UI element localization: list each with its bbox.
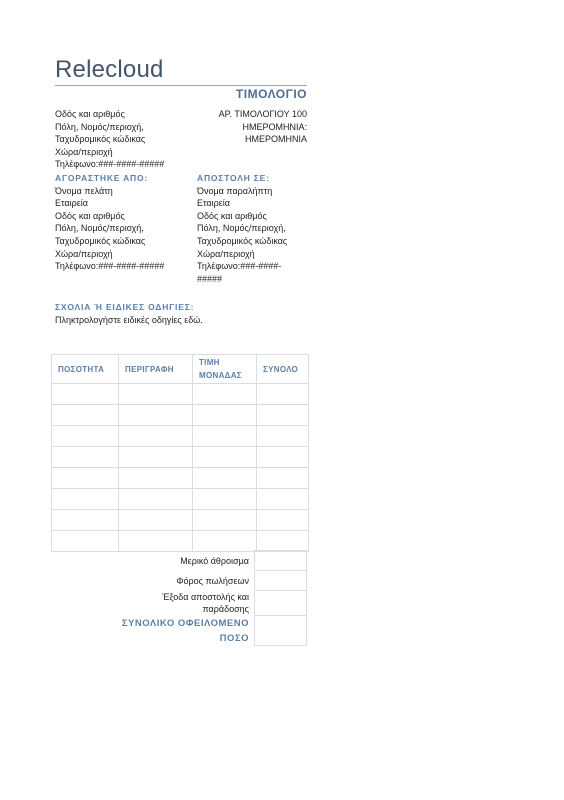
total-due-label-line2: ΠΟΣΟ	[219, 632, 249, 644]
ship-to-country: Χώρα/περιοχή	[197, 248, 255, 259]
sender-address	[55, 108, 164, 171]
shipping-value[interactable]	[255, 591, 307, 616]
cell-unit-price[interactable]	[193, 384, 257, 405]
line-items-table	[51, 354, 309, 552]
total-due-value[interactable]	[255, 616, 307, 646]
cell-quantity[interactable]	[52, 489, 119, 510]
cell-total[interactable]	[257, 426, 309, 447]
total-due-row	[51, 616, 307, 646]
sender-street: Οδός και αριθμός	[55, 109, 125, 119]
sender-country: Χώρα/περιοχή	[55, 146, 113, 157]
cell-unit-price[interactable]	[193, 510, 257, 531]
cell-unit-price[interactable]	[193, 531, 257, 552]
subtotal-value[interactable]	[255, 551, 307, 571]
table-row	[52, 531, 309, 552]
table-row	[52, 405, 309, 426]
cell-description[interactable]	[119, 405, 193, 426]
cell-total[interactable]	[257, 489, 309, 510]
cell-quantity[interactable]	[52, 384, 119, 405]
ship-to-city: Πόλη, Νομός/περιοχή,	[197, 223, 286, 234]
ship-to-name: Όνομα παραλήπτη	[197, 185, 273, 196]
cell-description[interactable]	[119, 489, 193, 510]
table-row	[52, 384, 309, 405]
ship-to-phone-cont: #####	[197, 273, 223, 284]
cell-quantity[interactable]	[52, 531, 119, 552]
bill-to-company: Εταιρεία	[55, 198, 88, 209]
cell-description[interactable]	[119, 426, 193, 447]
sender-phone: Τηλέφωνο:###-####-#####	[55, 159, 165, 170]
cell-unit-price[interactable]	[193, 405, 257, 426]
totals-table	[51, 550, 307, 646]
table-header-row	[52, 355, 309, 384]
bill-to-name: Όνομα πελάτη	[55, 185, 113, 196]
col-header-unit-price	[193, 355, 257, 384]
table-row	[52, 468, 309, 489]
cell-total[interactable]	[257, 531, 309, 552]
ship-to-postal: Ταχυδρομικός κώδικας	[197, 235, 288, 246]
shipping-row	[51, 591, 307, 616]
invoice-meta	[190, 108, 307, 146]
cell-description[interactable]	[119, 447, 193, 468]
cell-description[interactable]	[119, 531, 193, 552]
cell-total[interactable]	[257, 405, 309, 426]
total-due-label-line1: ΣΥΝΟΛΙΚΟ ΟΦΕΙΛΟΜΕΝΟ	[121, 617, 249, 629]
cell-description[interactable]	[119, 510, 193, 531]
ship-to-company: Εταιρεία	[197, 198, 230, 209]
bill-to-heading: ΑΓΟΡΑΣΤΗΚΕ ΑΠΟ:	[55, 173, 149, 183]
total-due-label	[51, 616, 255, 646]
cell-quantity[interactable]	[52, 447, 119, 468]
company-name: Relecloud	[55, 56, 164, 83]
shipping-label-line2: παράδοσης	[202, 604, 249, 614]
bill-to-block	[55, 172, 164, 273]
bill-to-street: Οδός και αριθμός	[55, 210, 125, 221]
document-title: ΤΙΜΟΛΟΓΙΟ	[235, 87, 307, 101]
cell-total[interactable]	[257, 447, 309, 468]
col-header-description: ΠΕΡΙΓΡΑΦΗ	[119, 355, 193, 384]
line-items-body	[52, 384, 309, 552]
cell-unit-price[interactable]	[193, 447, 257, 468]
cell-total[interactable]	[257, 468, 309, 489]
ship-to-heading: ΑΠΟΣΤΟΛΗ ΣΕ:	[197, 173, 270, 183]
invoice-date-value: ΗΜΕΡΟΜΗΝΙΑ	[244, 134, 307, 145]
tax-value[interactable]	[255, 571, 307, 591]
cell-description[interactable]	[119, 468, 193, 489]
cell-quantity[interactable]	[52, 468, 119, 489]
sender-city: Πόλη, Νομός/περιοχή,	[55, 121, 144, 132]
table-row	[52, 510, 309, 531]
invoice-number: ΑΡ. ΤΙΜΟΛΟΓΙΟΥ 100	[218, 109, 307, 119]
cell-total[interactable]	[257, 510, 309, 531]
cell-unit-price[interactable]	[193, 426, 257, 447]
bill-to-city: Πόλη, Νομός/περιοχή,	[55, 223, 144, 234]
col-header-unit-price-line1: ΤΙΜΗ	[199, 358, 220, 367]
invoice-date-label: ΗΜΕΡΟΜΗΝΙΑ:	[242, 121, 307, 132]
bill-to-country: Χώρα/περιοχή	[55, 248, 113, 259]
notes-block	[55, 301, 203, 327]
subtotal-row	[51, 551, 307, 571]
col-header-unit-price-line2: ΜΟΝΑΔΑΣ	[199, 371, 242, 380]
cell-quantity[interactable]	[52, 405, 119, 426]
ship-to-phone: Τηλέφωνο:###-####-	[197, 261, 282, 272]
bill-to-postal: Ταχυδρομικός κώδικας	[55, 235, 146, 246]
col-header-total: ΣΥΝΟΛΟ	[257, 355, 309, 384]
cell-quantity[interactable]	[52, 510, 119, 531]
table-row	[52, 447, 309, 468]
table-row	[52, 489, 309, 510]
notes-heading: ΣΧΟΛΙΑ Ή ΕΙΔΙΚΕΣ ΟΔΗΓΙΕΣ:	[55, 302, 195, 312]
shipping-label-line1: Έξοδα αποστολής και	[162, 592, 249, 602]
shipping-label	[51, 591, 255, 616]
sender-postal: Ταχυδρομικός κώδικας	[55, 134, 146, 145]
tax-label: Φόρος πωλήσεων	[176, 575, 249, 586]
ship-to-street: Οδός και αριθμός	[197, 210, 267, 221]
ship-to-block	[197, 172, 287, 285]
notes-text[interactable]: Πληκτρολογήστε ειδικές οδηγίες εδώ.	[55, 315, 203, 325]
cell-quantity[interactable]	[52, 426, 119, 447]
col-header-quantity: ΠΟΣΟΤΗΤΑ	[52, 355, 119, 384]
cell-unit-price[interactable]	[193, 468, 257, 489]
header-divider	[55, 85, 307, 86]
cell-unit-price[interactable]	[193, 489, 257, 510]
tax-row	[51, 571, 307, 591]
subtotal-label: Μερικό άθροισμα	[180, 555, 249, 566]
cell-description[interactable]	[119, 384, 193, 405]
table-row	[52, 426, 309, 447]
cell-total[interactable]	[257, 384, 309, 405]
bill-to-phone: Τηλέφωνο:###-####-#####	[55, 261, 165, 272]
